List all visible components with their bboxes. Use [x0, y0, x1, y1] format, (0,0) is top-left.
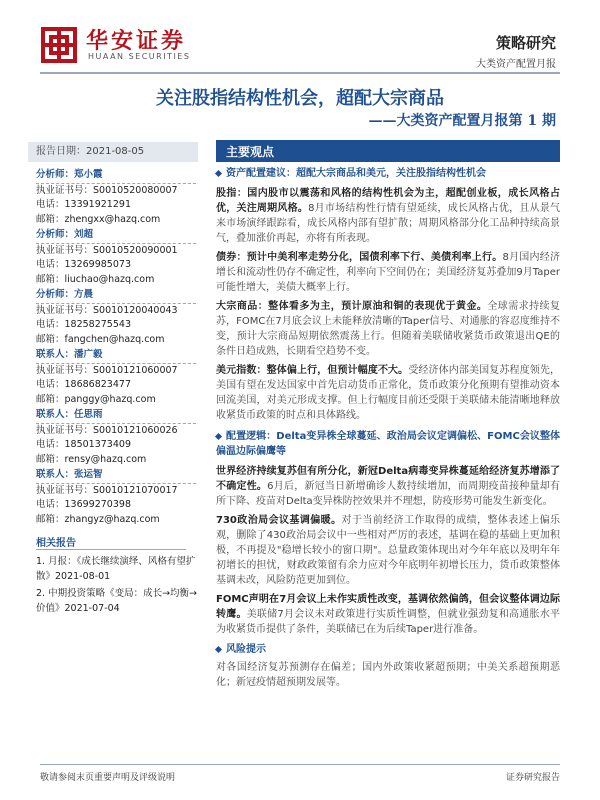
analyst-email: 邮箱：fangchen@hazq.com	[36, 333, 165, 345]
bullet-heading: 风险提示	[226, 644, 266, 655]
brand-name: 华安证券	[86, 28, 187, 54]
analyst-name: 方晨	[74, 289, 94, 300]
footer-label: 证券研究报告	[505, 773, 560, 783]
footer-divider	[40, 764, 560, 765]
analyst-email: 邮箱：liuchao@hazq.com	[36, 273, 155, 285]
footer-disclaimer: 敬请参阅末页重要声明及评级说明	[40, 773, 176, 783]
contact-email: 邮箱：rensy@hazq.com	[36, 453, 147, 465]
analyst-card: 分析师：刘超 执业证书号：S0010520090001 电话：13269985073 邮箱：liuchao@hazq.com	[36, 228, 206, 287]
analyst-email: 邮箱：zhengxx@hazq.com	[36, 213, 161, 225]
contact-card: 联系人：任思雨 执业证书号：S0010121060026 电话：18501373409 邮箱：rensy@hazq.com	[36, 408, 206, 467]
header-divider	[40, 72, 560, 74]
report-type: 策略研究	[495, 34, 556, 52]
related-reports-title: 相关报告	[36, 538, 76, 549]
analyst-name: 郑小霞	[74, 169, 103, 180]
bullet-heading: 资产配置建议：超配大宗商品和美元，关注股指结构性机会	[226, 168, 486, 179]
report-series: 大类资产配置月报	[476, 59, 556, 70]
related-report-item: 1. 月报：《成长继续演绎、风格有望扩散》2021-08-01	[36, 556, 196, 582]
contact-name: 张运智	[74, 469, 103, 480]
analyst-card: 分析师：郑小霞 执业证书号：S0010520080007 电话：13391921291 邮箱：zhengxx@hazq.com	[36, 168, 206, 227]
report-title: 关注股指结构性机会，超配大宗商品	[156, 88, 444, 109]
contact-name: 任思雨	[74, 409, 103, 420]
diamond-bullet-icon	[215, 432, 222, 439]
contact-email: 邮箱：zhangyz@hazq.com	[36, 513, 160, 525]
report-date: 报告日期：2021-08-05	[28, 142, 198, 162]
analyst-card: 分析师：方晨 执业证书号：S0010120040043 电话：18258275543 邮箱：fangchen@hazq.com	[36, 288, 206, 347]
section-header	[216, 140, 560, 162]
contact-email: 邮箱：panggy@hazq.com	[36, 393, 156, 405]
analyst-name: 刘超	[74, 229, 94, 240]
contact-name: 潘广毅	[74, 349, 103, 360]
bullet-heading: 配置逻辑：Delta变异株全球蔓延、政治局会议定调偏松、FOMC会议整体偏温边际偏鹰等	[216, 431, 560, 457]
related-report-item: 2. 中期投资策略《变局：成长→均衡→价值》2021-07-04	[36, 588, 198, 614]
diamond-bullet-icon	[215, 645, 222, 652]
main-content: 资产配置建议：超配大宗商品和美元，关注股指结构性机会 股指：国内股市以震荡和风格的结构性机会为主，超配创业板，成长风格占优，关注周期风格。8月市场结构性行情有望延续，成长风格占优，且从景气来市场演绎跟踪看，成长风格内部有望扩散；周期风格部分化工品种持续高景气，叠加涨价再起，亦将有所表现。 债券：预计中美利率走势分化，国债利率下行、美债利率上行。8月国内经济增长和流动性仍存不确定性，利率向下空间仍在；美国经济复苏叠加9月Taper可能性增大，美债大概率上行。 大宗商品：整体看多为主，预计原油和铜的表现优于黄金。全球需求持续复苏，FOMC在7月底会议上未能释放清晰的Taper信号、对通胀的容忍度维持不变，预计大宗商品短期依然震荡上行。但随着美联储收紧货币政策退出QE的条件日趋成熟，长期看空趋势不变。 美元指数：整体偏上行，但预计幅度不大。受经济体内部美国复苏程度领先，美国有望在发达国家中首先启动货币正常化，货币政策分化预期有望推动资本回流美国，对美元形成支撑。但上行幅度目前还受限于美联储未能清晰地释放收紧货币政策的时点和具体路线。 配置逻辑：Delta变异株全球蔓延、政治局会议定调偏松、FOMC会议整体偏温边际偏鹰等 世界经济持续复苏但有所分化，新冠Delta病毒变异株蔓延给经济复苏增添了不确定性。6月后，新冠当日新增确诊人数持续增加，而周期疫苗接种量却有所下降、疫苗对Delta变异株防控效果并不理想，防疫形势可能发生新变化。 730政治局会议基调偏暖。对于当前经济工作取得的成绩，整体表述上偏乐观，删除了430政治局会议中一些相对严厉的表述，基调在稳的基础上更加积极，不再提及"稳增长较小的窗口期"。总量政策体现出对今年年底以及明年年初增长的担忧，财政政策留有余力应对今年底明年初增长压力，货币政策整体基调未改，风险防范更加到位。 FOMC声明在7月会议上未作实质性改变，基调依然偏鸽，但会议整体调边际转鹰。美联储7月会议未对政策进行实质性调整，但就业强劲复和高通胀水平为收紧货币提供了条件，美联储已在为后续Taper进行准备。 风险提示 对各国经济复苏预测存在偏差；国内外政策收紧超预期；中美关系超预期恶化；新冠疫情超预期发展等。	[216, 168, 561, 688]
contact-card: 联系人：潘广毅 执业证书号：S0010121060007 电话：18686823477 邮箱：panggy@hazq.com	[36, 348, 206, 407]
brand-name-en: HUAAN SECURITIES	[88, 52, 191, 61]
contact-card: 联系人：张运智 执业证书号：S0010121070017 电话：13699270398 邮箱：zhangyz@hazq.com	[36, 468, 206, 527]
diamond-bullet-icon	[215, 169, 222, 176]
report-subtitle: ——大类资产配置月报第 1 期	[368, 113, 556, 129]
huaan-logo-icon	[40, 26, 78, 64]
related-divider	[36, 549, 186, 550]
section-title: 主要观点	[226, 145, 275, 159]
